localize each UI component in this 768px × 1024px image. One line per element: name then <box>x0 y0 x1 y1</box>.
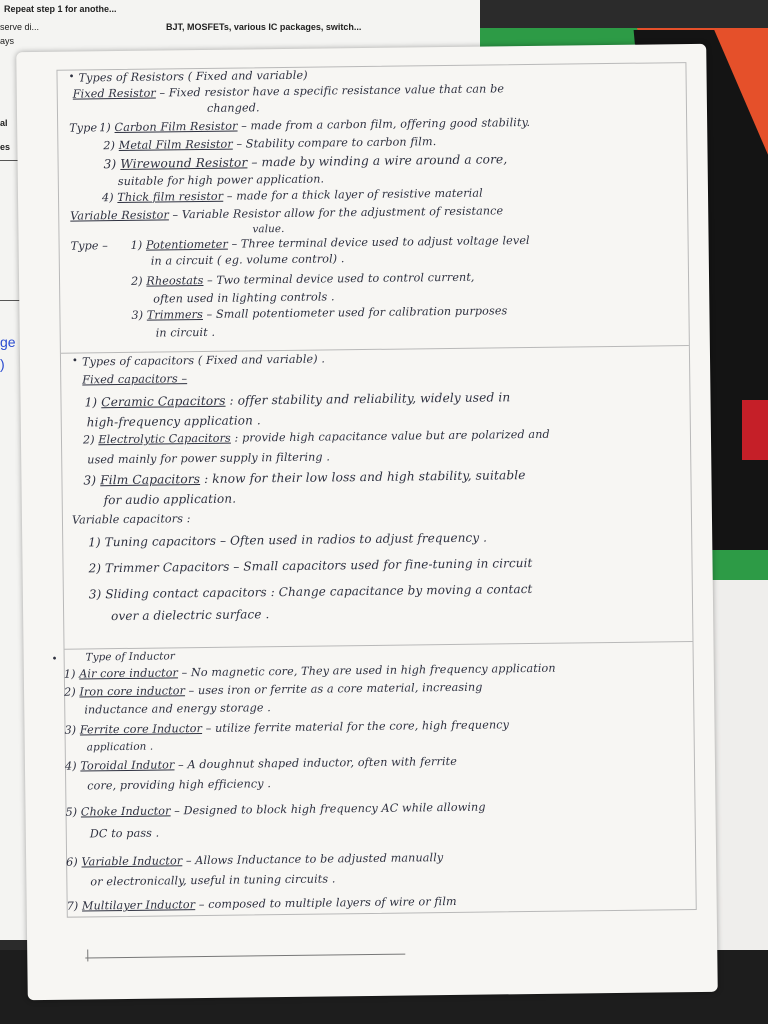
item-number: 1) <box>99 121 111 135</box>
item-desc: – uses iron or ferrite as a core material, increasing <box>184 680 483 698</box>
item-name: Trimmer Capacitors <box>104 559 230 576</box>
item-number: 3) <box>64 723 77 737</box>
inductor-item-3-cont: application . <box>86 740 154 754</box>
item-desc: : offer stability and reliability, widely used in <box>225 390 511 408</box>
item-desc: – Small capacitors used for fine-tuning in circuit <box>229 555 533 574</box>
capacitor-item-2-cont: used mainly for power supply in filtering . <box>87 450 331 467</box>
capacitors-heading: Types of capacitors ( Fixed and variable) . <box>81 352 326 369</box>
item-name: Ceramic Capacitors <box>101 393 226 410</box>
variable-resistor-item-1-cont: in a circuit ( eg. volume control) . <box>150 252 345 268</box>
item-number: 4) <box>64 759 77 773</box>
section-divider <box>61 345 689 354</box>
item-number: 1) <box>63 667 76 681</box>
type-prefix: Type – <box>70 239 109 253</box>
item-desc: – Stability compare to carbon film. <box>232 135 437 151</box>
item-desc: – Small potentiometer used for calibration purposes <box>202 304 508 321</box>
resistor-item-3-cont: suitable for high power application. <box>117 172 325 189</box>
under-side-text: al <box>0 118 8 128</box>
under-text-line: serve di... <box>0 22 40 32</box>
item-number: 2) <box>103 139 116 153</box>
variable-resistor-item-3-cont: in circuit . <box>155 325 216 340</box>
item-desc: – Two terminal device used to control current, <box>203 270 475 287</box>
item-desc: – Allows Inductance to be adjusted manually <box>182 851 444 868</box>
item-name: Rheostats <box>146 273 204 288</box>
fixed-capacitors-label: Fixed capacitors – <box>82 372 188 387</box>
variable-capacitors-label: Variable capacitors : <box>71 512 191 527</box>
item-desc: – composed to multiple layers of wire or film <box>195 894 457 912</box>
item-number: 2) <box>130 274 143 288</box>
item-number: 3) <box>83 473 97 488</box>
item-number: 3) <box>131 308 144 322</box>
item-desc: : Change capacitance by moving a contact <box>266 581 533 600</box>
item-desc: : know for their low loss and high stability, suitable <box>199 468 526 487</box>
inductor-item-6-cont: or electronically, useful in tuning circuits . <box>90 872 336 889</box>
capacitor-item-1-cont: high-frequency application . <box>86 413 261 430</box>
under-text-line: Repeat step 1 for anothe... <box>4 4 117 14</box>
under-link-text: ge <box>0 334 16 350</box>
item-desc: – utilize ferrite material for the core, high frequency <box>201 718 510 736</box>
under-text-line: ays <box>0 36 15 46</box>
footer-rule <box>85 954 405 959</box>
variable-resistor-item-2-cont: often used in lighting controls . <box>153 290 335 306</box>
resistors-heading: Types of Resistors ( Fixed and variable) <box>78 68 308 85</box>
background-paper-edge <box>712 580 768 950</box>
item-name: Carbon Film Resistor <box>114 119 238 135</box>
item-name: Ferrite core Inductor <box>79 722 203 737</box>
footer-margin-mark <box>87 949 88 961</box>
background-red-object <box>742 400 768 460</box>
under-rule <box>0 300 20 301</box>
item-name: Air core inductor <box>79 666 179 681</box>
variable-resistor-label: Variable Resistor <box>70 208 169 223</box>
inductor-item-4-cont: core, providing high efficiency . <box>87 777 272 793</box>
item-name: Sliding contact capacitors <box>105 585 267 602</box>
item-number: 1) <box>84 395 98 410</box>
item-desc: – Designed to block high frequency AC while allowing <box>170 800 486 818</box>
item-desc: – No magnetic core, They are used in high frequency application <box>177 661 556 680</box>
item-number: 1) <box>130 238 143 252</box>
bullet-dot: • <box>71 355 78 367</box>
item-number: 2) <box>63 685 76 699</box>
item-name: Wirewound Resistor <box>120 155 248 171</box>
item-number: 7) <box>66 899 79 913</box>
item-name: Thick film resistor <box>117 189 224 205</box>
inductor-item-5-cont: DC to pass . <box>89 826 160 841</box>
item-number: 5) <box>65 805 78 819</box>
item-name: Iron core inductor <box>79 684 186 699</box>
item-name: Potentiometer <box>145 237 228 252</box>
fixed-resistor-desc-cont: changed. <box>206 101 260 115</box>
handwritten-notes-page <box>16 44 718 1000</box>
item-name: Toroidal Indutor <box>80 758 175 773</box>
item-desc: : provide high capacitance value but are polarized and <box>230 427 550 445</box>
item-number: 2) <box>88 561 102 576</box>
type-prefix: Type <box>69 121 98 135</box>
item-number: 4) <box>101 191 114 205</box>
variable-capacitor-item-3-cont: over a dielectric surface . <box>111 607 270 624</box>
fixed-resistor-label: Fixed Resistor <box>72 86 156 101</box>
item-desc: – Three terminal device used to adjust voltage level <box>227 233 530 251</box>
section-divider <box>65 641 693 650</box>
item-number: 6) <box>66 855 78 869</box>
variable-resistor-desc-cont: value. <box>252 222 285 236</box>
item-desc: – made for a thick layer of resistive material <box>223 186 483 203</box>
bullet-dot: • <box>51 653 58 665</box>
variable-resistor-desc: – Variable Resistor allow for the adjustment of resistance <box>168 204 504 222</box>
item-name: Variable Inductor <box>81 854 183 869</box>
item-number: 3) <box>103 157 117 172</box>
item-name: Metal Film Resistor <box>118 137 233 153</box>
item-name: Choke Inductor <box>80 804 171 819</box>
capacitor-item-3-cont: for audio application. <box>103 491 237 508</box>
under-side-text: es <box>0 142 11 152</box>
bullet-dot: • <box>68 71 75 83</box>
item-number: 2) <box>82 433 95 447</box>
item-name: Multilayer Inductor <box>81 898 196 913</box>
inductor-item-2-cont: inductance and energy storage . <box>84 701 271 717</box>
item-number: 3) <box>88 587 102 602</box>
item-name: Electrolytic Capacitors <box>98 431 231 447</box>
item-name: Tuning capacitors <box>104 533 217 550</box>
item-desc: – made from a carbon film, offering good stability. <box>237 115 531 133</box>
under-text-line: BJT, MOSFETs, various IC packages, switch... <box>166 22 362 32</box>
item-desc: – A doughnut shaped inductor, often with ferrite <box>174 754 457 772</box>
item-desc: – made by winding a wire around a core, <box>247 152 508 170</box>
item-name: Film Capacitors <box>100 472 201 488</box>
item-number: 1) <box>88 535 101 550</box>
under-link-text: ) <box>0 356 5 372</box>
fixed-resistor-desc: – Fixed resistor have a specific resistance value that can be <box>155 82 505 100</box>
inductors-heading: Type of Inductor <box>85 650 175 664</box>
item-desc: – Often used in radios to adjust frequency . <box>216 530 488 548</box>
item-name: Trimmers <box>146 307 204 322</box>
